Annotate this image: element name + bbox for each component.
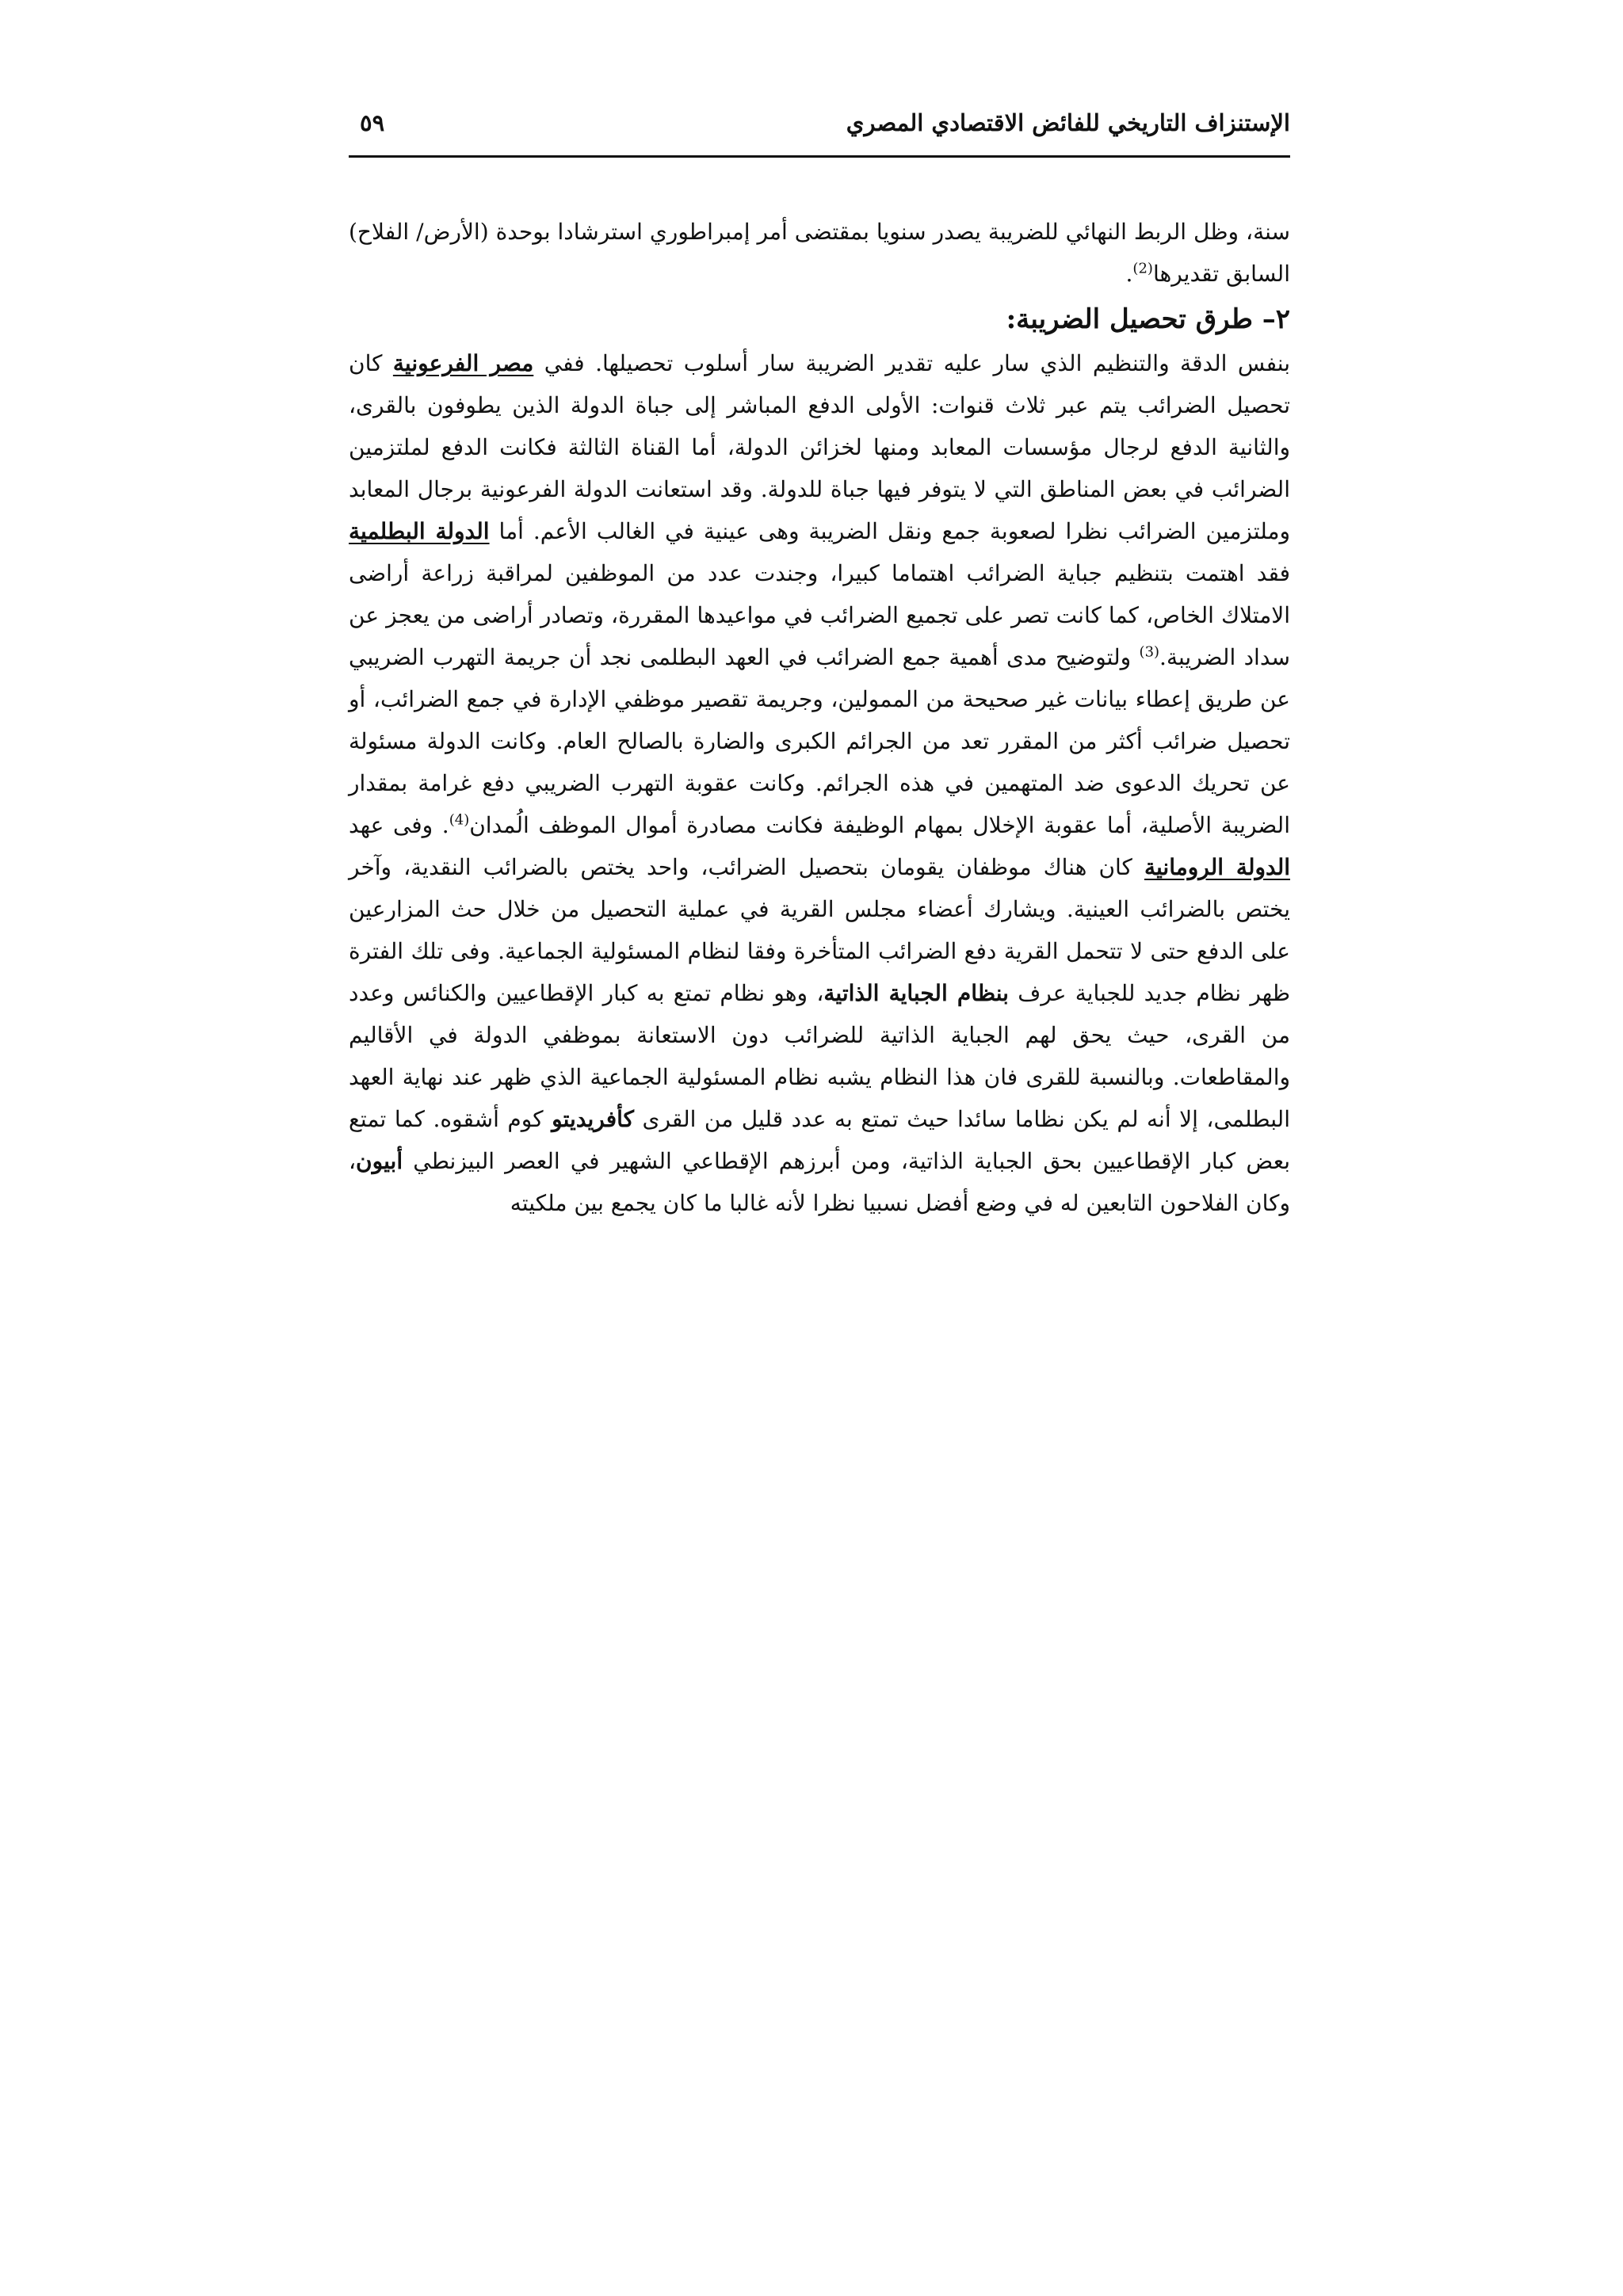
- emphasis-self-collection-system: بنظام الجباية الذاتية: [823, 980, 1009, 1006]
- footnote-ref-4: (4): [449, 811, 470, 829]
- running-header-title: الإستنزاف التاريخي للفائض الاقتصادي المصري: [846, 109, 1290, 136]
- paragraph-text: ولتوضيح مدى أهمية جمع الضرائب في العهد البطلمى نجد أن جريمة التهرب الضريبي عن طريق إعطاء بيانات غير صحيحة من الممولين، وجريمة تقصير موظفي الإدارة في جمع الضرائب، أو تحصيل ضرائب أكثر من المقرر تعد من الجرائم الكبرى والضارة بالصالح العام. وكانت الدولة مسئولة عن تحريك الدعوى ضد المتهمين في هذه الجرائم. وكانت عقوبة التهرب الضريبي دفع غرامة بمقدار الضريبة الأصلية، أما عقوبة الإخلال بمهام الوظيفة فكانت مصادرة أموال الموظف الُمدان: [349, 644, 1290, 838]
- paragraph-text: بنفس الدقة والتنظيم الذي سار عليه تقدير الضريبة سار أسلوب تحصيلها. ففي: [533, 350, 1291, 376]
- body-text: [349, 211, 1290, 1224]
- footnote-ref-3: (3): [1139, 643, 1160, 661]
- emphasis-ptolemaic-state: الدولة البطلمية: [349, 518, 490, 544]
- paragraph-text: كان هناك موظفان يقومان بتحصيل الضرائب، واحد يختص بالضرائب النقدية، وآخر يختص بالضرائب العينية. ويشارك أعضاء مجلس القرية في عملية التحصيل من خلال حث المزارعين على الدفع حتى لا تتحمل القرية دفع الضرائب المتأخرة وفقا لنظام المسئولية الجماعية. وفى تلك الفترة ظهر نظام جديد للجباية عرف: [349, 854, 1290, 1006]
- emphasis-apion: أبيون: [356, 1148, 403, 1174]
- emphasis-aphrodito: كأفريديتو: [552, 1106, 635, 1132]
- page-header: [349, 103, 1290, 151]
- footnote-ref-2: (2): [1132, 260, 1153, 277]
- paragraph-text: كوم أشقوه. كما تمتع بعض كبار الإقطاعيين بحق الجباية الذاتية، ومن أبرزهم الإقطاعي الشهير في العصر البيزنطي: [349, 1106, 1290, 1174]
- paragraph-text: ، وهو نظام تمتع به كبار الإقطاعيين والكنائس وعدد من القرى، حيث يحق لهم الجباية الذاتية للضرائب دون الاستعانة بموظفي الدولة في الأقاليم والمقاطعات. وبالنسبة للقرى فان هذا النظام يشبه نظام المسئولية الجماعية الذي ظهر عند نهاية العهد البطلمى، إلا أنه لم يكن نظاما سائدا حيث تمتع به عدد قليل من القرى: [349, 980, 1290, 1132]
- emphasis-roman-state: الدولة الرومانية: [1144, 854, 1290, 880]
- intro-text: سنة، وظل الربط النهائي للضريبة يصدر سنويا بمقتضى أمر إمبراطوري استرشادا بوحدة (الأرض/ الفلاح) السابق تقديرها: [349, 219, 1290, 287]
- paragraph-text: . وفى عهد: [349, 812, 449, 838]
- paragraph-text: ، وكان الفلاحون التابعين له في وضع أفضل نسبيا نظرا لأنه غالبا ما كان يجمع بين ملكيته: [349, 1148, 1290, 1216]
- intro-paragraph: [349, 211, 1290, 295]
- intro-end: .: [1125, 261, 1133, 287]
- paragraph-text: كان تحصيل الضرائب يتم عبر ثلاث قنوات: الأولى الدفع المباشر إلى جباة الدولة الذين يطوفون بالقرى، والثانية الدفع لرجال مؤسسات المعابد ومنها لخزائن الدولة، أما القناة الثالثة فكانت الدفع لملتزمين الضرائب في بعض المناطق التي لا يتوفر فيها جباة للدولة. وقد استعانت الدولة الفرعونية برجال المعابد وملتزمين الضرائب نظرا لصعوبة جمع ونقل الضريبة وهى عينية في الغالب الأعم. أما: [349, 350, 1291, 544]
- header-rule: [349, 155, 1290, 158]
- paragraph-text: فقد اهتمت بتنظيم جباية الضرائب اهتماما كبيرا، وجندت عدد من الموظفين لمراقبة زراعة أراضى الامتلاك الخاص، كما كانت تصر على تجميع الضرائب في مواعيدها المقررة، وتصادر أراضى من يعجز عن سداد الضريبة.: [349, 560, 1290, 670]
- main-paragraph: [349, 342, 1290, 1224]
- section-heading: ٢– طرق تحصيل الضريبة:: [1006, 303, 1290, 335]
- page-number: ٥٩: [360, 109, 385, 136]
- emphasis-pharaonic-egypt: مصر الفرعونية: [392, 350, 534, 376]
